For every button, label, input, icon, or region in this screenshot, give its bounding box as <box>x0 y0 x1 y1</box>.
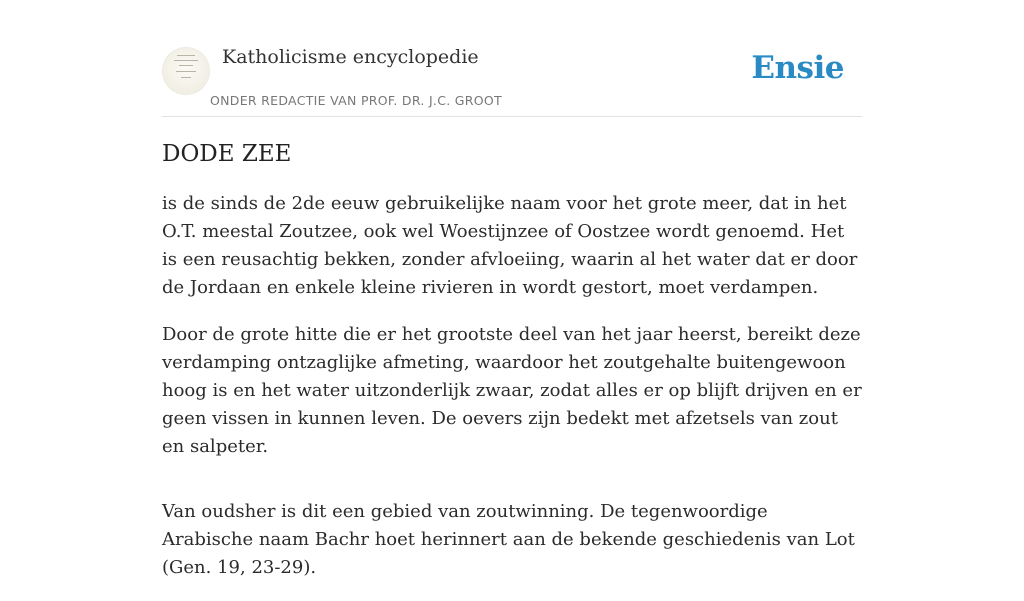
ensie-logo[interactable]: Ensie <box>751 50 844 86</box>
article-paragraph: Van oudsher is dit een gebied van zoutwinning. De tegenwoordige Arabische naam Bachr hoet herinnert aan de bekende geschiedenis van Lot (Gen. 19, 23-29). <box>162 501 855 578</box>
book-title[interactable]: Katholicisme encyclopedie <box>222 46 479 68</box>
article <box>162 138 862 601</box>
entry-title: DODE ZEE <box>162 141 292 167</box>
editor-subtitle: ONDER REDACTIE VAN PROF. DR. J.C. GROOT <box>210 93 502 108</box>
book-cover-thumbnail[interactable] <box>162 47 210 95</box>
article-paragraph: is de sinds de 2de eeuw gebruikelijke naam voor het grote meer, dat in het O.T. meestal Zoutzee, ook wel Woestijnzee of Oostzee wordt genoemd. Het is een reusachtig bekken, zonder afvloeiing, waarin al het water dat er door de Jordaan en enkele kleine rivieren in wordt gestort, moet verdampen. <box>162 193 858 298</box>
article-paragraph: Door de grote hitte die er het grootste deel van het jaar heerst, bereikt deze verdamping ontzaglijke afmeting, waardoor het zoutgehalte buitengewoon hoog is en het water uitzonderlijk zwaar, zodat alles er op blijft drijven en er geen vissen in kunnen leven. De oevers zijn bedekt met afzetsels van zout en salpeter. <box>162 324 862 457</box>
header <box>162 44 862 117</box>
